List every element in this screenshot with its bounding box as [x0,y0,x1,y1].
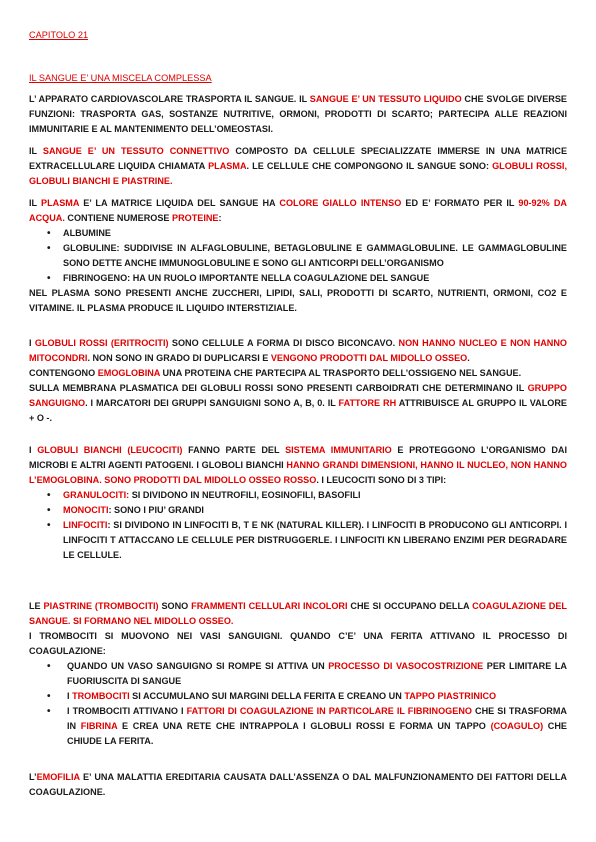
paragraph-red-cells: I GLOBULI ROSSI (ERITROCITI) SONO CELLULE A FORMA DI DISCO BICONCAVO. NON HANNO NUCLEO E NON HANNO MITOCONDRI. NON SONO IN GRADO DI DUPLICARSI E VENGONO PRODOTTI DAL MIDOLLO OSSEO. CONTENGONO EMOGLOBINA UNA PROTEINA CHE PARTECIPA AL TRASPORTO DELL’OSSIGENO NEL SANGUE. SULLA MEMBRANA PLASMATICA DEI GLOBULI ROSSI SONO PRESENTI CARBOIDRATI CHE DETERMINANO IL GRUPPO SANGUIGNO. I MARCATORI DEI GRUPPI SANGUIGNI SONO A, B, 0. IL FATTORE RH ATTRIBUISCE AL GRUPPO IL VALORE + O -. [29,338,568,423]
list-item: • MONOCITI: SONO I PIU’ GRANDI [29,503,567,518]
list-item: • GRANULOCITI: SI DIVIDONO IN NEUTROFILI, EOSINOFILI, BASOFILI [29,488,567,503]
paragraph-platelets: LE PIASTRINE (TROMBOCITI) SONO FRAMMENTI CELLULARI INCOLORI CHE SI OCCUPANO DELLA COAGULAZIONE DEL SANGUE. SI FORMANO NEL MIDOLLO OSSEO. I TROMBOCITI SI MUOVONO NEI VASI SANGUIGNI. QUANDO C’E’ UNA FERITA ATTIVANO IL PROCESSO DI COAGULAZIONE: • QUANDO UN VASO SANGUIGNO SI ROMPE SI ATTIVA UN PROCESSO DI VASOCOSTRIZIONE PER LIMITARE LA FUORIUSCITA DI SANGUE • I TROMBOCITI SI ACCUMULANO SUI MARGINI DELLA FERITA E CREANO UN TAPPO PIASTRINICO • I TROMBOCITI ATTIVANO I FATTORI DI COAGULAZIONE IN PARTICOLARE IL FIBRINOGENO CHE SI TRASFORMA IN FIBRINA E CREA UNA RETE CHE INTRAPPOLA I GLOBULI ROSSI E FORMA UN TAPPO (COAGULO) CHE CHIUDE LA FERITA. [29,599,567,749]
coagulation-steps [29,659,567,749]
paragraph-hemophilia: L’EMOFILIA E’ UNA MALATTIA EREDITARIA CAUSATA DALL’ASSENZA O DAL MALFUNZIONAMENTO DEI FATTORI DELLA COAGULAZIONE. [29,772,567,797]
list-item: • QUANDO UN VASO SANGUIGNO SI ROMPE SI ATTIVA UN PROCESSO DI VASOCOSTRIZIONE PER LIMITARE LA FUORIUSCITA DI SANGUE [29,659,567,689]
plasma-tail: NEL PLASMA SONO PRESENTI ANCHE ZUCCHERI, LIPIDI, SALI, PRODOTTI DI SCARTO, NUTRIENTI, ORMONI, CO2 E VITAMINE. IL PLASMA PRODUCE IL LIQUIDO INTERSTIZIALE. [29,288,567,313]
section-title: IL SANGUE E’ UNA MISCELA COMPLESSA [29,73,212,83]
list-item: • LINFOCITI: SI DIVIDONO IN LINFOCITI B, T E NK (NATURAL KILLER). I LINFOCITI B PRODUCONO GLI ANTICORPI. I LINFOCITI T ATTACCANO LE CELLULE PER DISTRUGGERLE. I LINFOCITI KN LIBERANO ENZIMI PER DEGRADARE LE CELLULE. [29,518,567,563]
protein-list [29,226,567,286]
paragraph-plasma: IL PLASMA E’ LA MATRICE LIQUIDA DEL SANGUE HA COLORE GIALLO INTENSO ED E’ FORMATO PER IL 90-92% DA ACQUA. CONTIENE NUMEROSE PROTEINE: • ALBUMINE • GLOBULINE: SUDDIVISE IN ALFAGLOBULINE, BETAGLOBULINE E GAMMAGLOBULINE. LE GAMMAGLOBULINE SONO DETTE ANCHE IMMUNOGLOBULINE E SONO GLI ANTICORPI DELL’ORGANISMO • FIBRINOGENO: HA UN RUOLO IMPORTANTE NELLA COAGULAZIONE DEL SANGUE NEL PLASMA SONO PRESENTI ANCHE ZUCCHERI, LIPIDI, SALI, PRODOTTI DI SCARTO, NUTRIENTI, ORMONI, CO2 E VITAMINE. IL PLASMA PRODUCE IL LIQUIDO INTERSTIZIALE. [29,196,567,316]
paragraph-white-cells: I GLOBULI BIANCHI (LEUCOCITI) FANNO PARTE DEL SISTEMA IMMUNITARIO E PROTEGGONO L’ORGANISMO DAI MICROBI E ALTRI AGENTI PATOGENI. I GLOBOLI BIANCHI HANNO GRANDI DIMENSIONI, HANNO IL NUCLEO, NON HANNO L’EMOGLOBINA. SONO PRODOTTI DAL MIDOLLO OSSEO ROSSO. I LEUCOCITI SONO DI 3 TIPI: • GRANULOCITI: SI DIVIDONO IN NEUTROFILI, EOSINOFILI, BASOFILI • MONOCITI: SONO I PIU’ GRANDI • LINFOCITI: SI DIVIDONO IN LINFOCITI B, T E NK (NATURAL KILLER). I LINFOCITI B PRODUCONO GLI ANTICORPI. I LINFOCITI T ATTACCANO LE CELLULE PER DISTRUGGERLE. I LINFOCITI KN LIBERANO ENZIMI PER DEGRADARE LE CELLULE. [29,443,567,563]
list-item: • ALBUMINE [29,226,567,241]
list-item: • FIBRINOGENO: HA UN RUOLO IMPORTANTE NELLA COAGULAZIONE DEL SANGUE [29,271,567,286]
paragraph-intro: L’ APPARATO CARDIOVASCOLARE TRASPORTA IL SANGUE. IL SANGUE E’ UN TESSUTO LIQUIDO CHE SVOLGE DIVERSE FUNZIONI: TRASPORTA GAS, SOSTANZE NUTRITIVE, ORMONI, PRODOTTI DI SCARTO; PARTECIPA ALLE REAZIONI IMMUNITARIE E AL MANTENIMENTO DELL’OMEOSTASI. [29,94,567,134]
leukocyte-list [29,488,567,563]
chapter-heading: CAPITOLO 21 [29,30,89,40]
list-item: • I TROMBOCITI SI ACCUMULANO SUI MARGINI DELLA FERITA E CREANO UN TAPPO PIASTRINICO [29,689,567,704]
list-item: • GLOBULINE: SUDDIVISE IN ALFAGLOBULINE, BETAGLOBULINE E GAMMAGLOBULINE. LE GAMMAGLOBULINE SONO DETTE ANCHE IMMUNOGLOBULINE E SONO GLI ANTICORPI DELL’ORGANISMO [29,241,567,271]
paragraph-connective: IL SANGUE E’ UN TESSUTO CONNETTIVO COMPOSTO DA CELLULE SPECIALIZZATE IMMERSE IN UNA MATRICE EXTRACELLULARE LIQUIDA CHIAMATA PLASMA. LE CELLULE CHE COMPONGONO IL SANGUE SONO: GLOBULI ROSSI, GLOBULI BIANCHI E PIASTRINE. [29,146,568,186]
list-item: • I TROMBOCITI ATTIVANO I FATTORI DI COAGULAZIONE IN PARTICOLARE IL FIBRINOGENO CHE SI TRASFORMA IN FIBRINA E CREA UNA RETE CHE INTRAPPOLA I GLOBULI ROSSI E FORMA UN TAPPO (COAGULO) CHE CHIUDE LA FERITA. [29,704,567,749]
